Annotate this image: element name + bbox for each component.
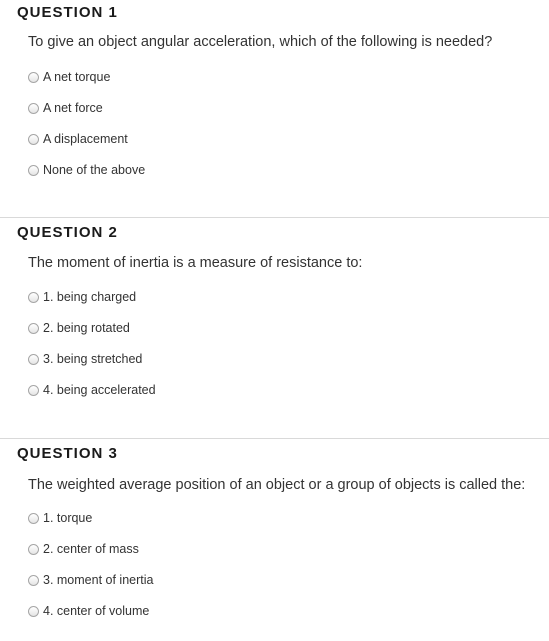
radio-button[interactable] xyxy=(28,606,39,617)
answer-option[interactable] xyxy=(28,100,103,116)
answer-option-label: 4. center of volume xyxy=(43,604,150,618)
answer-option[interactable] xyxy=(28,572,153,588)
question-title: QUESTION 1 xyxy=(17,4,118,21)
radio-button[interactable] xyxy=(28,134,39,145)
radio-button[interactable] xyxy=(28,575,39,586)
radio-button[interactable] xyxy=(28,165,39,176)
radio-button[interactable] xyxy=(28,385,39,396)
question-text: The weighted average position of an object or a group of objects is called the: xyxy=(28,477,526,493)
answer-option-label: 1. torque xyxy=(43,511,93,525)
radio-button[interactable] xyxy=(28,354,39,365)
answer-option-label: 2. being rotated xyxy=(43,321,130,335)
question-title: QUESTION 2 xyxy=(17,224,118,241)
question-divider xyxy=(0,438,549,439)
radio-button[interactable] xyxy=(28,292,39,303)
answer-option-label: 4. being accelerated xyxy=(43,383,156,397)
radio-button[interactable] xyxy=(28,72,39,83)
answer-option-label: A net force xyxy=(43,101,103,115)
answer-option[interactable] xyxy=(28,351,142,367)
answer-option[interactable] xyxy=(28,603,149,619)
radio-button[interactable] xyxy=(28,103,39,114)
radio-button[interactable] xyxy=(28,544,39,555)
radio-button[interactable] xyxy=(28,513,39,524)
question-text: The moment of inertia is a measure of resistance to: xyxy=(28,255,363,271)
question-text: To give an object angular acceleration, which of the following is needed? xyxy=(28,34,493,50)
answer-option[interactable] xyxy=(28,69,110,85)
question-title: QUESTION 3 xyxy=(17,445,118,462)
answer-option-label: A displacement xyxy=(43,132,128,146)
answer-option[interactable] xyxy=(28,289,136,305)
answer-option[interactable] xyxy=(28,541,139,557)
answer-option[interactable] xyxy=(28,131,128,147)
answer-option[interactable] xyxy=(28,320,130,336)
answer-option[interactable] xyxy=(28,382,156,398)
answer-option-label: 2. center of mass xyxy=(43,542,139,556)
answer-option[interactable] xyxy=(28,162,145,178)
answer-option-label: 3. moment of inertia xyxy=(43,573,154,587)
question-divider xyxy=(0,217,549,218)
answer-option-label: 1. being charged xyxy=(43,290,137,304)
answer-option-label: A net torque xyxy=(43,70,111,84)
radio-button[interactable] xyxy=(28,323,39,334)
answer-option[interactable] xyxy=(28,510,92,526)
answer-option-label: 3. being stretched xyxy=(43,352,143,366)
answer-option-label: None of the above xyxy=(43,163,146,177)
